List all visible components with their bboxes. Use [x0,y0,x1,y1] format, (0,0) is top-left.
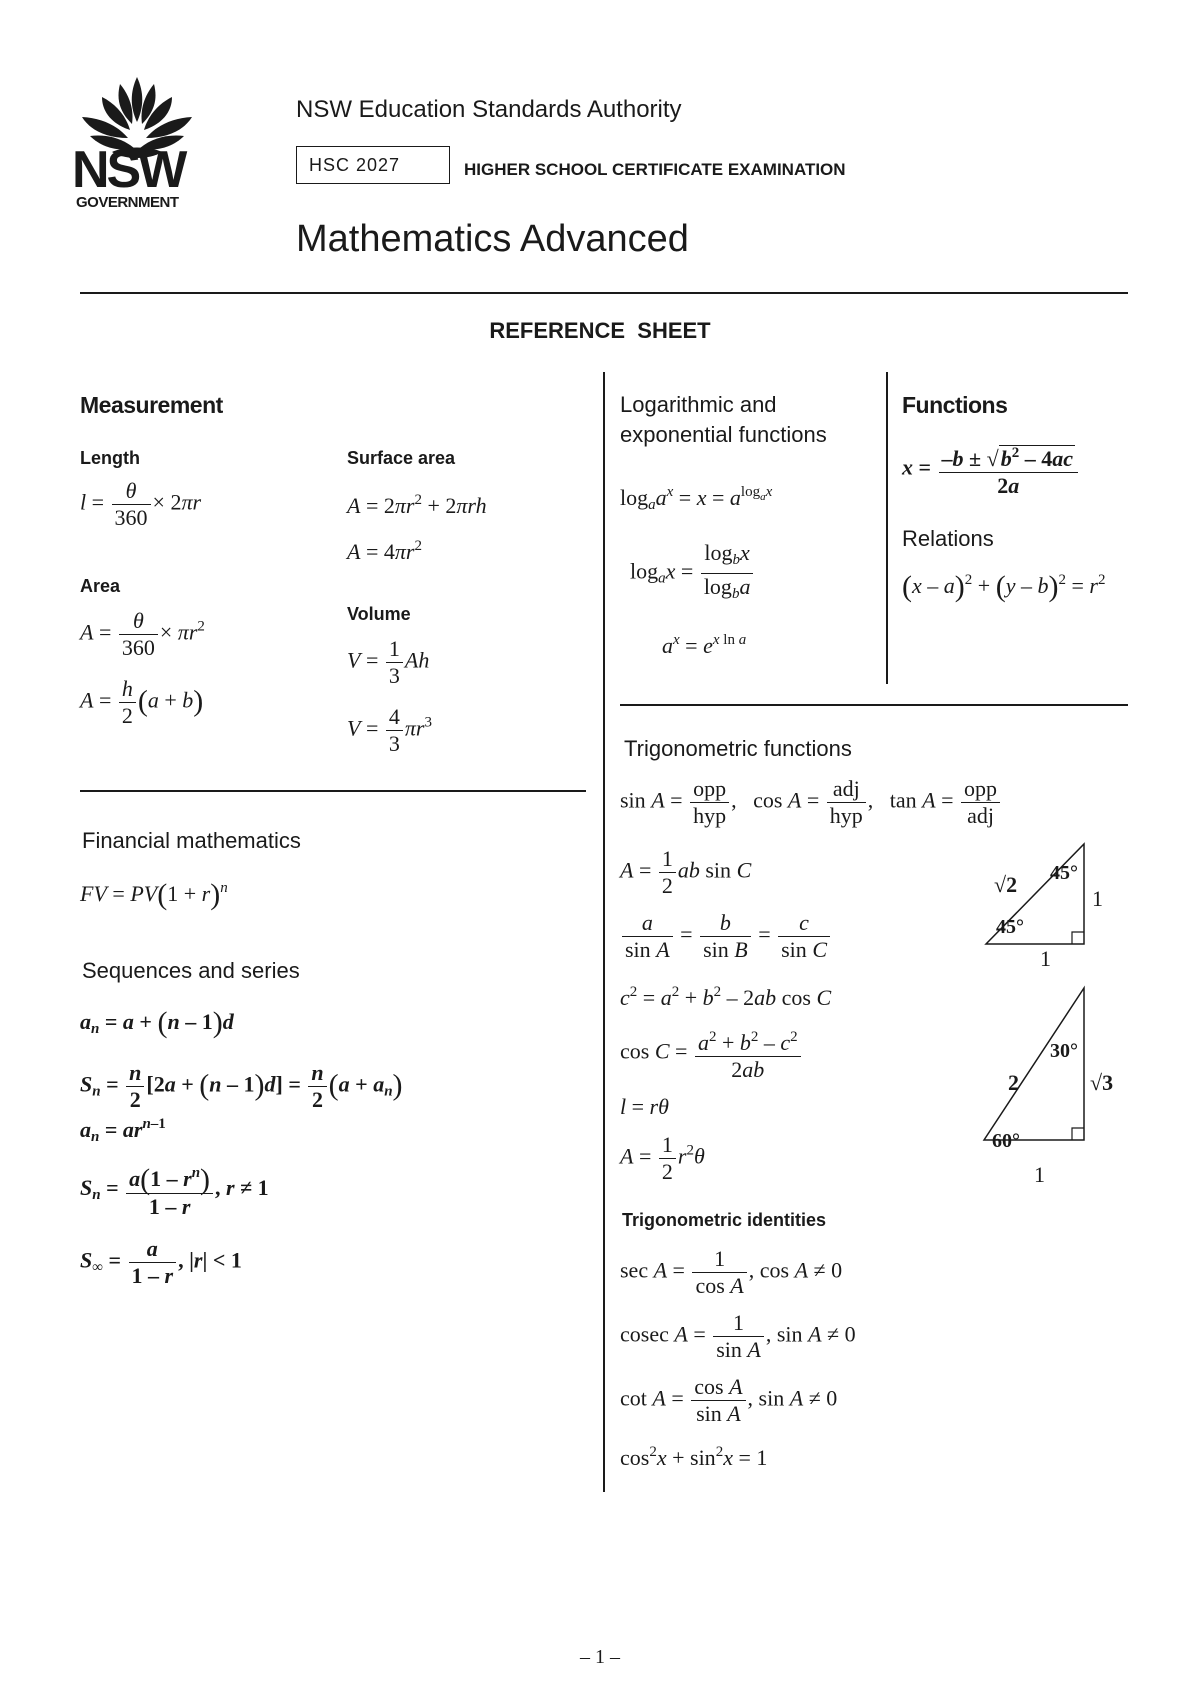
header-divider [80,292,1128,294]
t2-angle-top-label: 30° [1050,1040,1078,1062]
arithmetic-sum-formula: $S_n$ = $\frac{n}{2}$ [2a + (n – 1)d] = $\frac{n}{2}$ $(a + a_n)$ [80,1060,403,1112]
sheet-title: REFERENCE SHEET [489,318,711,343]
pyramid-volume-formula: V = $\frac{1}{3}$ Ah [347,636,430,688]
sphere-surface-formula: $A = 4\pi r^2$ [347,538,422,564]
length-heading: Length [80,448,140,468]
arc-length-formula: l = rθ [620,1094,669,1119]
relations-heading: Relations [902,526,994,551]
right-section-divider [620,704,1128,706]
secant-identity-formula: sec A = $\frac{1}{\text{cos A}}$ , cos A ≠ 0 [620,1246,843,1298]
authority-name: NSW Education Standards Authority [296,96,682,123]
triangle-area-formula: A = $\frac{1}{2}$ ab sin C [620,846,752,898]
sector-area-formula: A = $\frac{\theta}{360}$ × $\pi r^2$ [80,608,205,660]
surface-area-heading: Surface area [347,448,456,468]
cotangent-identity-formula: cot A = $\frac{\text{cos A}}{\text{sin A}}$ , sin A ≠ 0 [620,1374,838,1426]
t1-angle-bottom-label: 45° [996,916,1024,938]
cylinder-surface-formula: $A = 2\pi r^2 + 2\pi rh$ [347,492,487,518]
column-divider [603,372,605,1492]
trig-ratios-formula: sin A = $\frac{\text{opp}}{\text{hyp}}$ , cos A = $\frac{\text{adj}}{\text{hyp}}$ , tan A = $\frac{\text{opp}}{\text{adj}}$ [620,776,1002,829]
page-number: – 1 – [580,1646,620,1668]
triangle-45-45-90 [960,830,1110,970]
cosecant-identity-formula: cosec A = $\frac{1}{\text{sin A}}$ , sin A ≠ 0 [620,1310,856,1362]
arithmetic-term-formula: $a_n = a + (n - 1)d$ [80,1006,234,1039]
t2-angle-bottom-label: 60° [992,1130,1020,1152]
t1-base-label: 1 [1040,946,1051,971]
t1-hypotenuse-label: √2 [994,872,1018,897]
t2-side-label: √3 [1090,1070,1114,1095]
exam-type: HIGHER SCHOOL CERTIFICATE EXAMINATION [464,160,846,179]
t2-base-label: 1 [1034,1162,1045,1187]
measurement-heading: Measurement [80,392,223,418]
logo-subtext: GOVERNMENT [76,194,179,211]
geometric-sum-formula: $S_n$ = $\frac{a(1 - r^n)}{1 - r}$ , r ≠ 1 [80,1160,269,1220]
cosine-rule-angle-formula: cos C = $\frac{a^2 + b^2 - c^2}{2ab}$ [620,1024,803,1083]
log-heading-line2: exponential functions [620,422,827,447]
pythagorean-identity-formula: $\cos^2x + \sin^2x = 1$ [620,1444,768,1470]
exam-code-box: HSC 2027 [296,146,450,184]
sine-rule-formula: $\frac{a}{\text{sin A}}$ = $\frac{b}{\text{sin B}}$ = $\frac{c}{\text{sin C}}$ [620,910,832,963]
logo-text: NSW [72,141,185,199]
functions-divider [886,372,888,684]
cosine-rule-formula: $c^2 = a^2 + b^2 - 2ab$ cos C [620,984,832,1010]
area-heading: Area [80,576,121,596]
t1-angle-top-label: 45° [1050,862,1078,884]
nsw-government-logo [72,72,202,212]
functions-heading: Functions [902,392,1008,418]
trig-heading: Trigonometric functions [624,736,852,761]
triangle-30-60-90 [960,980,1110,1160]
future-value-formula: FV = $PV(1 + r)^n$ [80,878,228,911]
log-heading-line1: Logarithmic and [620,392,777,417]
exponential-base-e-formula: $a^x = e^{x ln a}$ [662,632,747,658]
quadratic-formula: x = $\frac{-b \pm √b^2 - 4ac}{2a}$ [902,440,1080,499]
change-of-base-formula: $\log_ax$ = $\frac{\log_bx}{\log_ba}$ [630,540,755,607]
volume-heading: Volume [347,604,411,624]
trig-identities-heading: Trigonometric identities [622,1210,827,1230]
subject-title: Mathematics Advanced [296,218,689,260]
log-exp-identity-formula: $\log_aa^x = x = a^{log_ax}$ [620,484,773,513]
length-formula: l = $\frac{\theta}{360}$ × 2πr [80,478,202,530]
t1-side-label: 1 [1092,886,1103,911]
circle-equation-formula: $(x - a)^2 + (y - b)^2 = r^2$ [902,570,1106,603]
trapezium-area-formula: A = $\frac{h}{2}$ (a + b) [80,676,204,728]
sequences-heading: Sequences and series [82,958,300,983]
sphere-volume-formula: V = $\frac{4}{3}$ $\pi r^3$ [347,704,432,756]
financial-heading: Financial mathematics [82,828,301,853]
geometric-term-formula: $a_n = ar^{n-1}$ [80,1116,166,1145]
geometric-infinite-sum-formula: $S_\infty$ = $\frac{a}{1 - r}$ , |r| < 1 [80,1236,242,1288]
t2-hypotenuse-label: 2 [1008,1070,1019,1095]
left-section-divider [80,790,586,792]
sector-area-radian-formula: A = $\frac{1}{2}$ $r^2\theta$ [620,1132,705,1184]
